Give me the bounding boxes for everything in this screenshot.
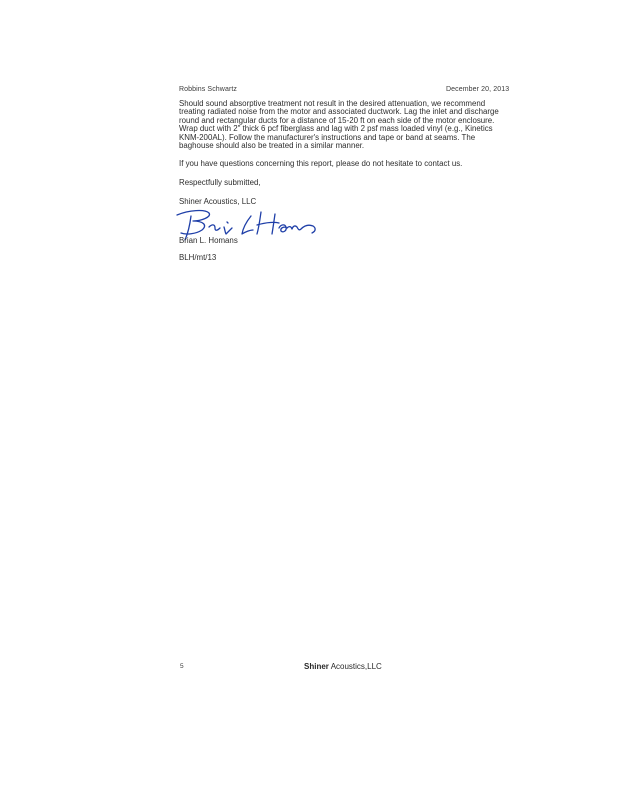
footer-company: [304, 662, 382, 671]
body-line: round and rectangular ducts for a distance of 15-20 ft on each side of the motor enclosure.: [179, 115, 495, 125]
signature-company: Shiner Acoustics, LLC: [179, 197, 257, 207]
header-recipient: Robbins Schwartz: [179, 86, 238, 93]
paragraph-recommendation: [179, 100, 519, 150]
body-line: baghouse should also be treated in a similar manner.: [179, 141, 365, 151]
footer-company-suffix: Acoustics,LLC: [328, 662, 382, 671]
body-line: Wrap duct with 2" thick 6 pcf fiberglass and lag with 2 psf mass loaded vinyl (e.g., Kinetics: [179, 124, 493, 134]
footer-company-name: Shiner: [304, 662, 329, 671]
signer-name: Brian L. Homans: [179, 236, 238, 245]
reference-initials: BLH/mt/13: [179, 253, 217, 262]
paragraph-questions: If you have questions concerning this report, please do not hesitate to contact us.: [179, 159, 463, 169]
body-line: Should sound absorptive treatment not result in the desired attenuation, we recommend: [179, 99, 486, 108]
letter-body: [179, 100, 519, 207]
body-line: treating radiated noise from the motor and associated ductwork. Lag the inlet and discharge: [179, 107, 499, 117]
header-date: December 20, 2013: [446, 86, 510, 93]
body-line: KNM-200AL). Follow the manufacturer's instructions and tape or band at seams. The: [179, 132, 476, 142]
closing-line: Respectfully submitted,: [179, 177, 261, 187]
page-number: 5: [180, 663, 184, 670]
